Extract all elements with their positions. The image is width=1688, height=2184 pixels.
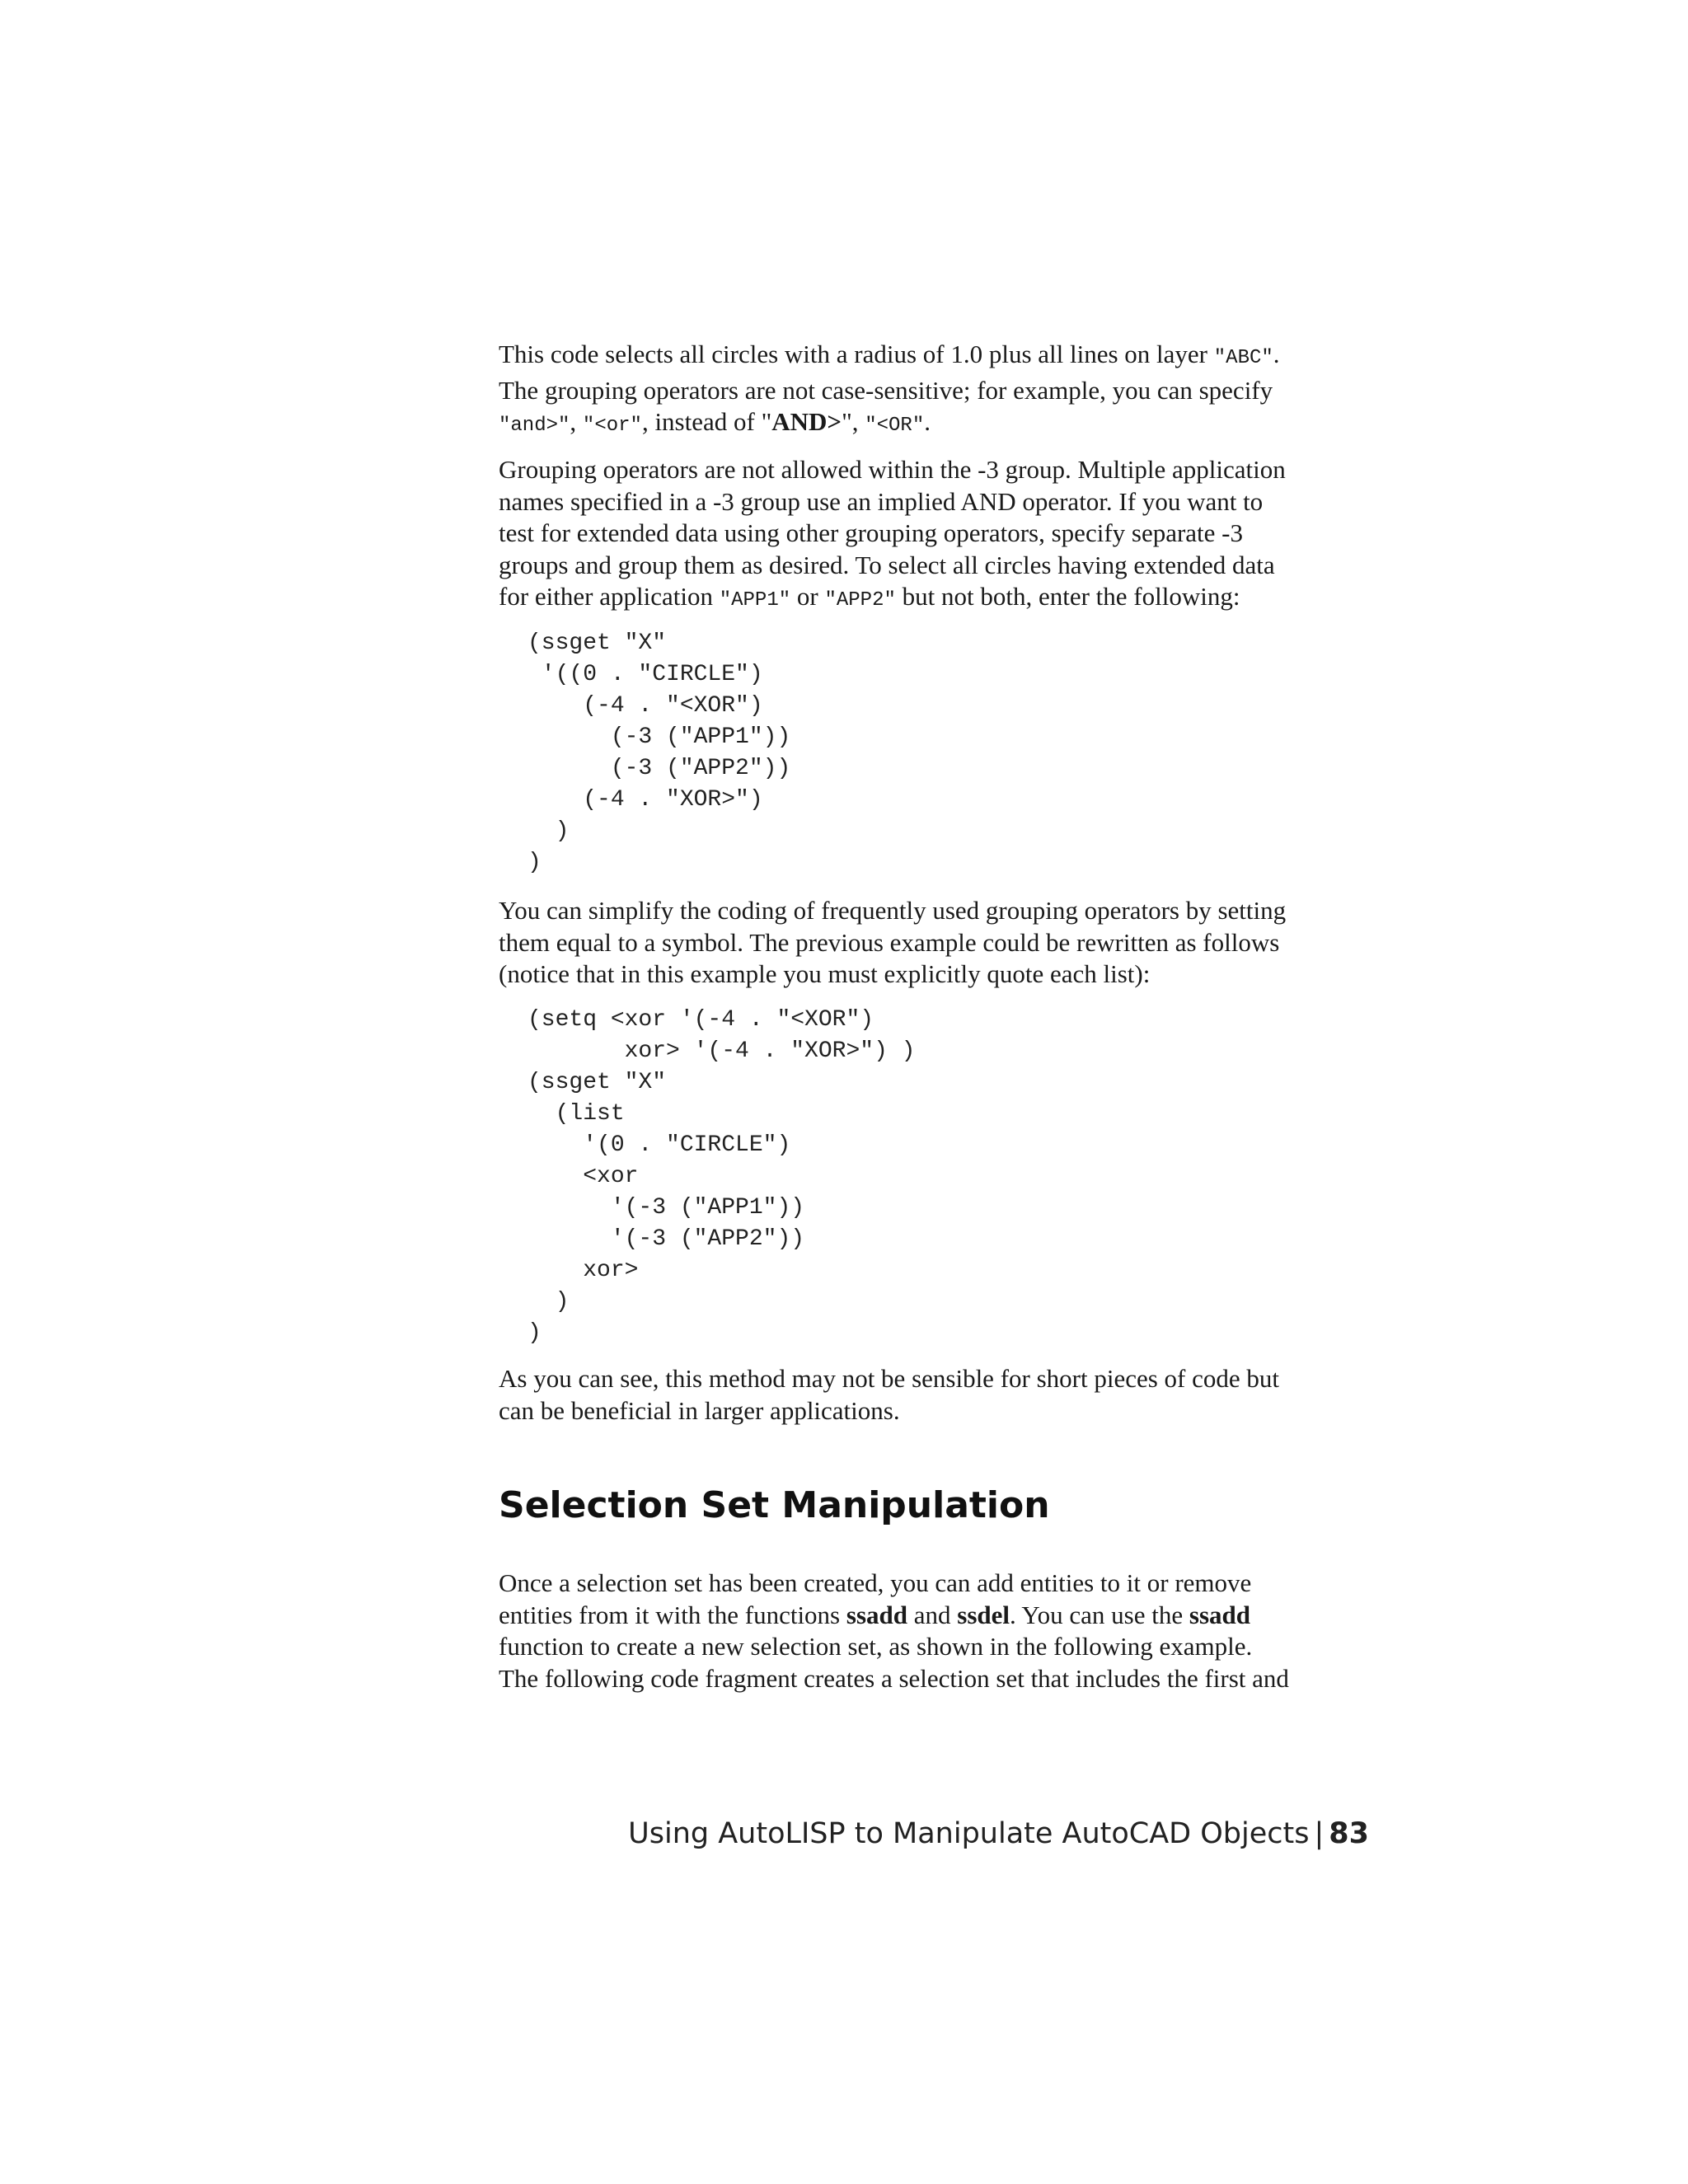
code-block-setq-xor: (setq <xor '(-4 . "<XOR") xor> '(-4 . "XOR>") ) (ssget "X" (list '(0 . "CIRCLE") <xor '(-3 ("APP1")) '(-3 ("APP2")) xor> ) )	[528, 1007, 916, 1346]
section-heading: Selection Set Manipulation	[499, 1484, 1050, 1526]
paragraph-case-sensitivity: This code selects all circles with a radius of 1.0 plus all lines on layer "ABC". The grouping operators are not case-sensitive; for example, you can specify "and>", "<or", instead of "AND>", "<OR".	[499, 340, 1280, 438]
paragraph-grouping-operators: Grouping operators are not allowed within the -3 group. Multiple application names specified in a -3 group use an implied AND operator. If you want to test for extended data using other grouping operators, specify separate -3 groups and group them as desired. To select all circles having extended data for either application "APP1" or "APP2" but not both, enter the following:	[499, 455, 1286, 612]
paragraph-method-note: As you can see, this method may not be sensible for short pieces of code but can be beneficial in larger applications.	[499, 1364, 1279, 1425]
paragraph-selection-set: Once a selection set has been created, you can add entities to it or remove entities from it with the functions ssadd and ssdel. You can use the ssadd function to create a new selection set, as shown in the following example. The following code fragment creates a selection set that includes the first and	[499, 1568, 1289, 1693]
paragraph-simplify-coding: You can simplify the coding of frequently used grouping operators by setting them equal to a symbol. The previous example could be rewritten as follows (notice that in this example you must explicitly quote each list):	[499, 896, 1287, 989]
page-footer	[628, 1816, 1369, 1852]
code-block-xor-ssget: (ssget "X" '((0 . "CIRCLE") (-4 . "<XOR") (-3 ("APP1")) (-3 ("APP2")) (-4 . "XOR>") ) )	[528, 630, 791, 875]
page-number: 83	[1329, 1817, 1369, 1850]
footer-separator: |	[1314, 1817, 1325, 1850]
footer-title: Using AutoLISP to Manipulate AutoCAD Objects	[628, 1817, 1310, 1850]
